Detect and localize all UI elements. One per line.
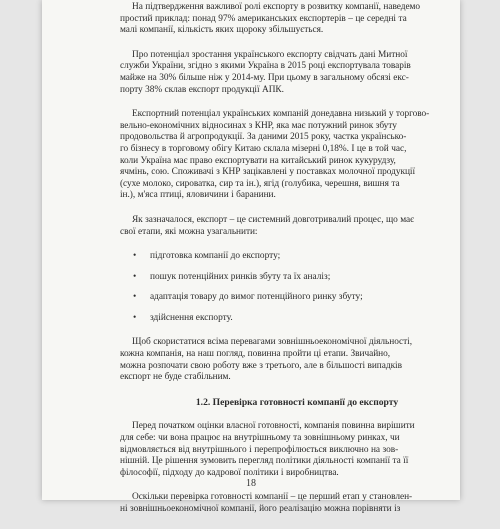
- text-line: ячмінь, сою. Споживачі з КНР зацікавлені у поставках молочної продукції: [120, 167, 415, 178]
- page-content: [120, 2, 474, 529]
- text-line: Експортний потенціал українських компаній донедавна низький у торгово-: [132, 109, 430, 120]
- text-line: На підтвердження важливої ролі експорту в розвитку компанії, наведемо: [132, 2, 421, 12]
- text-line: можна розпочати свою роботу вже з третього, але в більшості випадків: [120, 360, 402, 371]
- list-item-text: адаптація товару до вимог потенційного ринку збуту;: [150, 292, 363, 303]
- paragraph-7: [120, 492, 474, 515]
- bullet-icon: •: [133, 271, 137, 282]
- paragraph-6: [120, 421, 474, 479]
- paragraph-3: [120, 109, 474, 202]
- text-line: кожна компанія, на наш погляд, повинна пройти ці етапи. Звичайно,: [120, 349, 391, 360]
- text-line: Про потенціал зростання українського експорту свідчать дані Митної: [132, 49, 408, 60]
- paragraph-4: [120, 215, 474, 238]
- text-line: продовольства й агропродукції. За даними 2015 року, частка українсько-: [120, 132, 407, 143]
- bullet-icon: •: [133, 312, 137, 323]
- text-line: простий приклад: понад 97% американських експортерів – це середні та: [120, 13, 407, 24]
- text-line: малі компанії, кількість яких щороку збільшується.: [120, 25, 324, 36]
- text-line: ні зовнішньоекономічної компанії, його реалізацію можна порівняти із: [120, 504, 401, 514]
- text-line: Оскільки перевірка готовності компанії – це перший етап у становлен-: [132, 492, 413, 503]
- bullet-icon: •: [133, 292, 137, 303]
- text-line: служби України, згідно з якими Україна в 2015 році експортувала товарів: [120, 61, 411, 72]
- list-item: [120, 272, 474, 284]
- text-line: (сухе молоко, сироватка, сир та ін.), ягід (голубика, черешня, вишня та: [120, 178, 400, 189]
- document-page: [42, 0, 460, 514]
- text-line: нішній. Це рішення зумовить перегляд політики діяльності компанії та її: [120, 456, 409, 467]
- list-item-text: здійснення експорту.: [150, 312, 233, 323]
- text-line: свої етапи, які можна узагальнити:: [120, 226, 258, 237]
- list-item: [120, 251, 474, 263]
- paragraph-2: [120, 50, 474, 96]
- text-line: порту 38% склав експорт продукції АПК.: [120, 84, 284, 95]
- paragraph-5: [120, 337, 474, 383]
- section-heading: 1.2. Перевірка готовності компанії до експорту: [195, 396, 399, 408]
- list-item: [120, 313, 474, 325]
- paragraph-1: [120, 2, 474, 37]
- page-number: 18: [246, 478, 256, 489]
- list-item-text: пошук потенційних ринків збуту та їх аналіз;: [150, 271, 331, 282]
- bullet-icon: •: [133, 251, 137, 262]
- list-item-text: підготовка компанії до експорту;: [150, 251, 281, 262]
- text-line: експорт не буде стабільним.: [120, 372, 231, 383]
- list-item: [120, 292, 474, 304]
- text-line: го бізнесу в торговому обігу Китаю склала мізерні 0,18%. І це в той час,: [120, 143, 407, 154]
- text-line: філософії, підходу до кадрової політики і виробництва.: [120, 467, 339, 478]
- text-line: Перед початком оцінки власної готовності, компанія повинна вирішити: [132, 421, 415, 432]
- text-line: коли Україна має право експортувати на китайський ринок кукурудзу,: [120, 155, 396, 166]
- export-stages-list: [120, 251, 474, 324]
- text-line: майже на 30% більше ніж у 2014-му. При цьому в загальному обсязі екс-: [120, 72, 409, 83]
- text-line: вельно-економічних відносинах з КНР, яка має потужний ринок збуту: [120, 120, 397, 131]
- text-line: ін.), м'яса птиці, яловичини і баранини.: [120, 190, 276, 201]
- text-line: Щоб скористатися всіма перевагами зовнішньоекономічної діяльності,: [132, 337, 413, 348]
- text-line: відмовляється від внутрішнього і перепрофілюється виключно на зов-: [120, 444, 399, 455]
- text-line: Як зазначалося, експорт – це системний довготривалий процес, що має: [132, 214, 415, 225]
- text-line: для себе: чи вона працює на внутрішньому та зовнішньому ринках, чи: [120, 433, 400, 444]
